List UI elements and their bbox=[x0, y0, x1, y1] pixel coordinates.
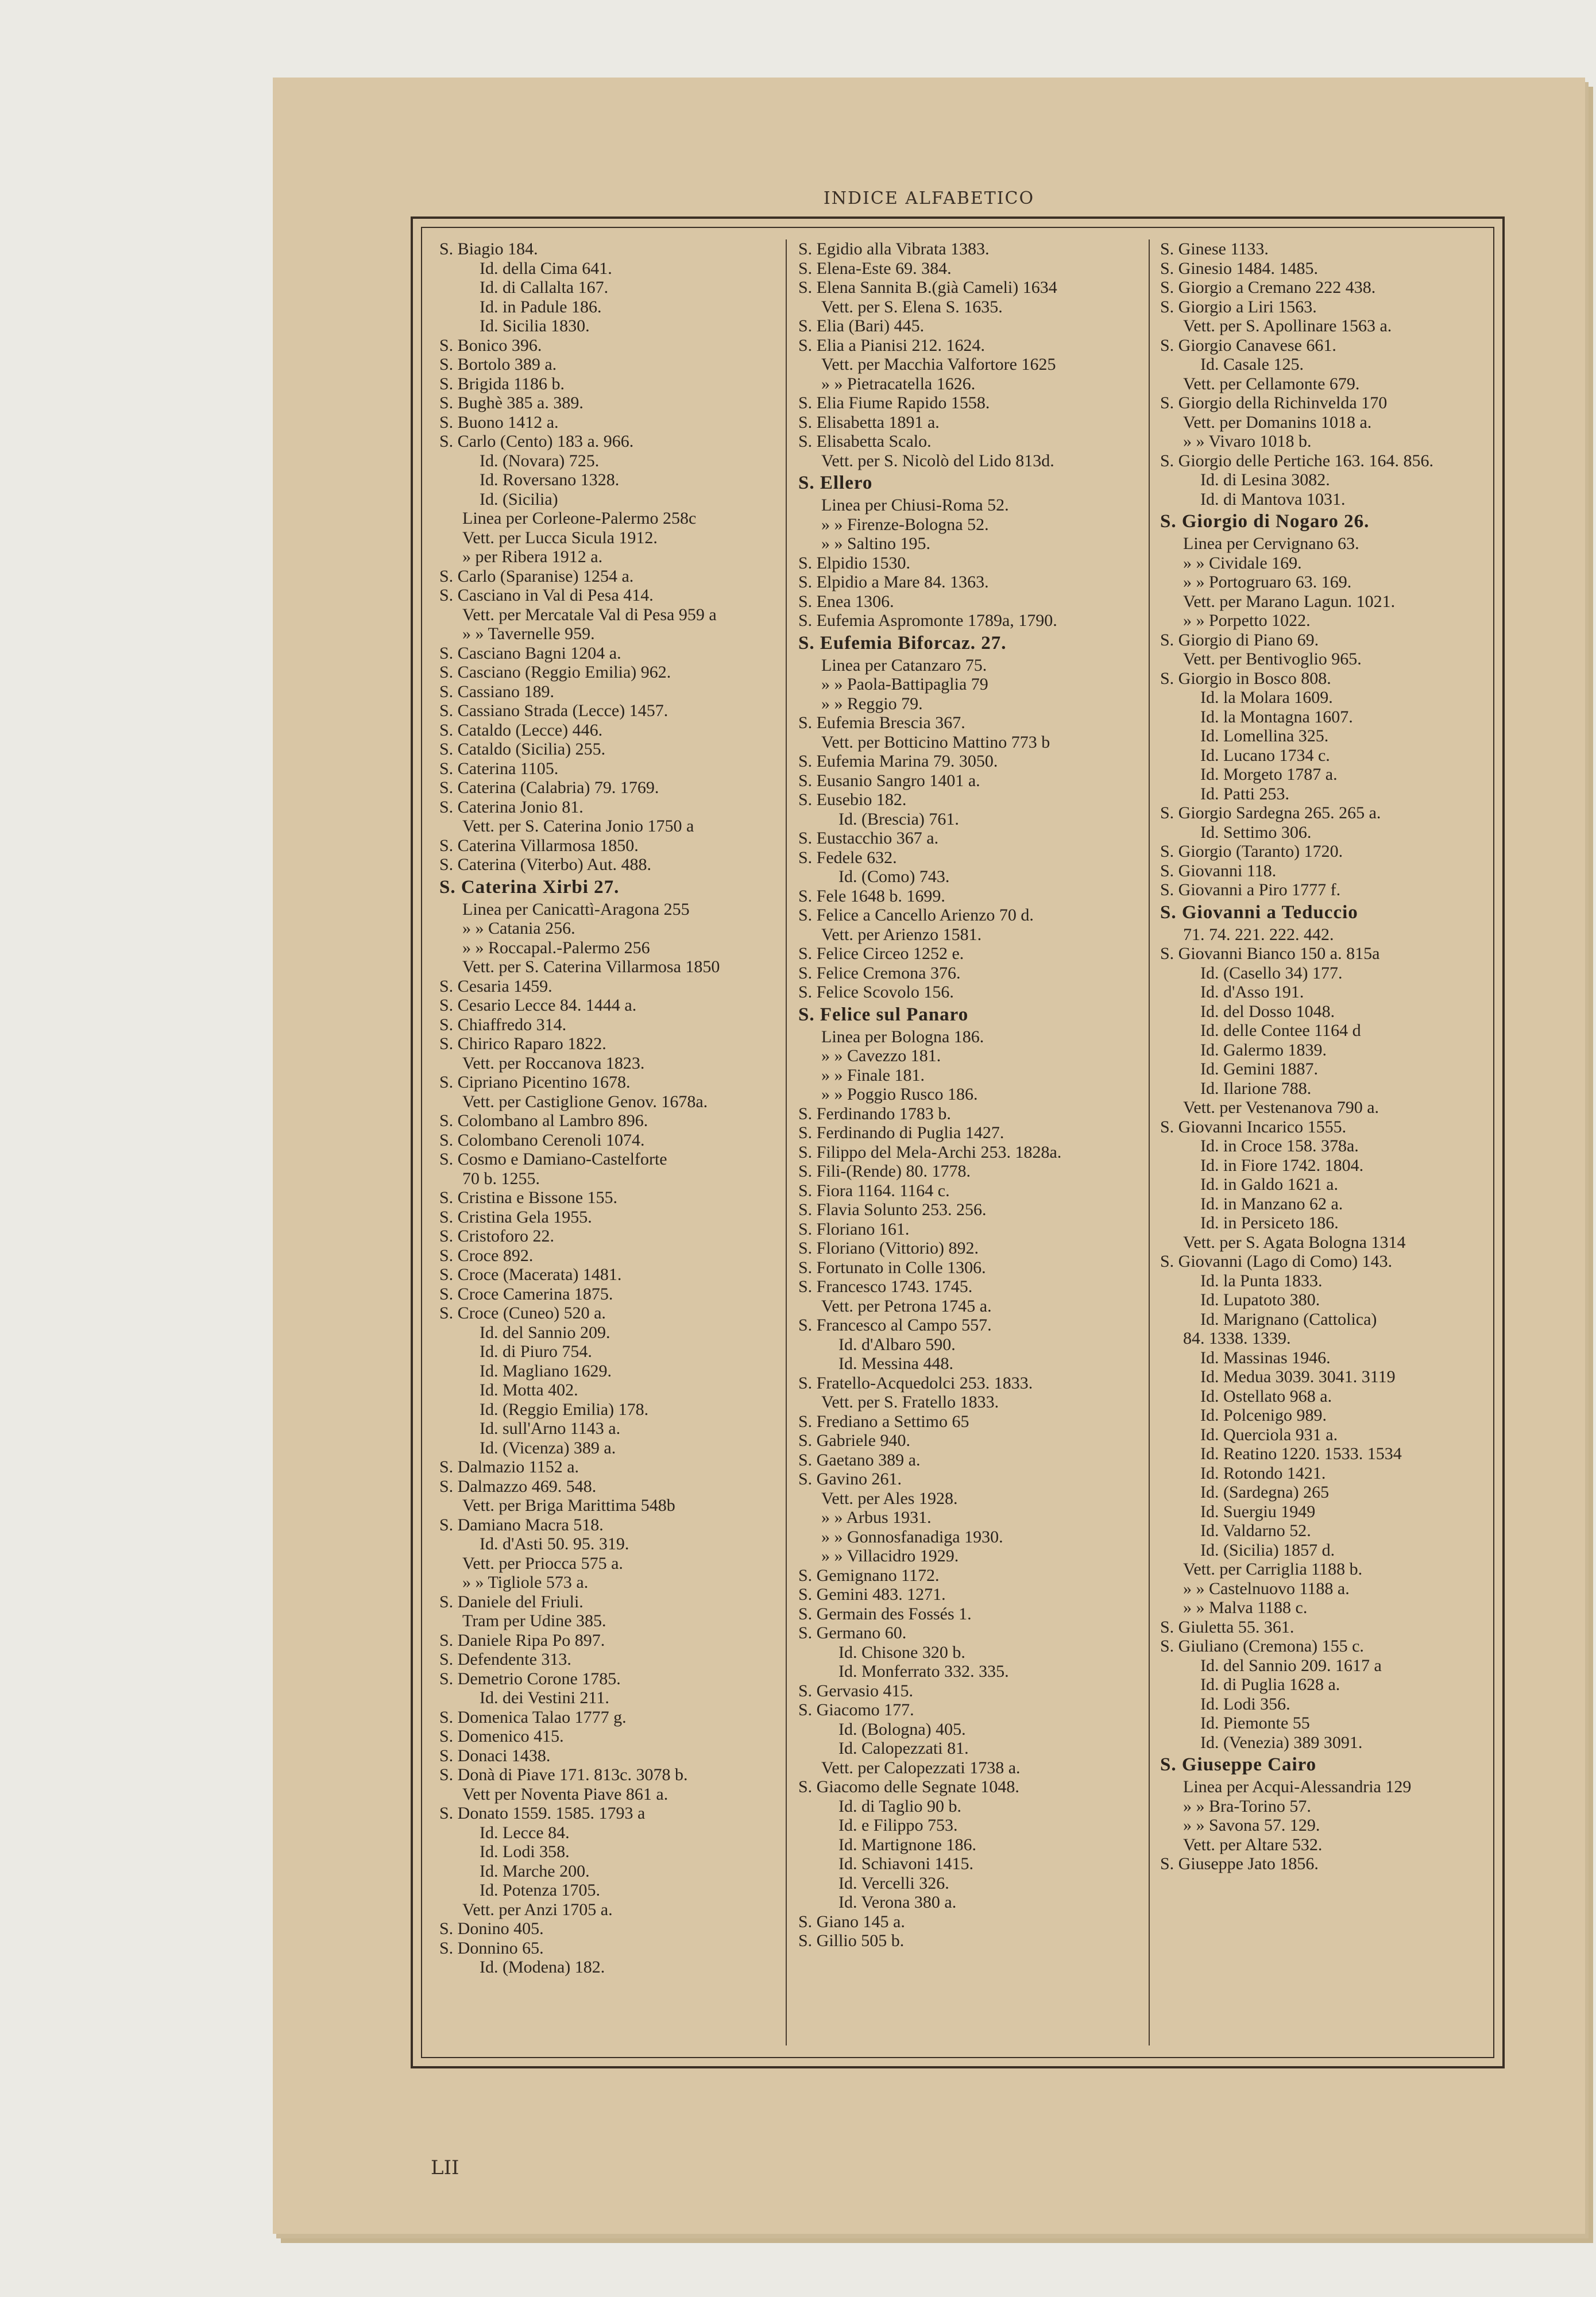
index-entry: S. Cosmo e Damiano-Castelforte bbox=[439, 1150, 667, 1169]
index-entry: Id. Ostellato 968 a. bbox=[1200, 1386, 1332, 1406]
index-entry: Id. (Brescia) 761. bbox=[838, 809, 959, 829]
index-entry: Id. Vercelli 326. bbox=[838, 1873, 949, 1893]
index-entry: S. Giacomo delle Segnate 1048. bbox=[798, 1777, 1019, 1796]
index-entry: Id. Marche 200. bbox=[480, 1861, 590, 1881]
index-entry: Id. del Sannio 209. bbox=[480, 1322, 610, 1342]
index-entry: Linea per Chiusi-Roma 52. bbox=[821, 496, 1009, 515]
index-entry: S. Cesaria 1459. bbox=[439, 976, 552, 996]
index-entry: S. Germano 60. bbox=[798, 1623, 907, 1642]
index-entry: Vett per Noventa Piave 861 a. bbox=[462, 1784, 668, 1804]
index-entry: Vett. per Botticino Mattino 773 b bbox=[821, 732, 1050, 752]
index-entry: S. Giuseppe Cairo bbox=[1160, 1754, 1317, 1775]
index-entry: S. Cataldo (Sicilia) 255. bbox=[439, 740, 606, 759]
index-entry: S. Elena-Este 69. 384. bbox=[798, 258, 952, 278]
index-entry: S. Demetrio Corone 1785. bbox=[439, 1669, 621, 1688]
index-entry: Id. Lodi 356. bbox=[1200, 1694, 1290, 1714]
index-entry: Id. Potenza 1705. bbox=[480, 1881, 600, 1900]
index-entry: » » Saltino 195. bbox=[821, 534, 931, 553]
index-entry: S. Gemini 483. 1271. bbox=[798, 1585, 946, 1604]
index-entry: S. Elpidio a Mare 84. 1363. bbox=[798, 573, 989, 591]
index-entry: S. Colombano Cerenoli 1074. bbox=[439, 1130, 645, 1150]
index-entry: S. Eufemia Aspromonte 1789a, 1790. bbox=[798, 611, 1057, 630]
index-entry: » » Tavernelle 959. bbox=[462, 624, 595, 643]
index-entry: Id. Morgeto 1787 a. bbox=[1200, 765, 1338, 784]
index-entry: S. Ellero bbox=[798, 473, 873, 493]
index-entry: Vett. per Castiglione Genov. 1678a. bbox=[462, 1092, 708, 1111]
index-entry: S. Bughè 385 a. 389. bbox=[439, 393, 583, 412]
index-entry: Id. Calopezzati 81. bbox=[838, 1739, 969, 1758]
index-entry: Id. Lodi 358. bbox=[480, 1842, 570, 1861]
index-entry: S. Cataldo (Lecce) 446. bbox=[439, 720, 603, 740]
index-entry: Id. Settimo 306. bbox=[1200, 822, 1312, 842]
index-entry: S. Giorgio delle Pertiche 163. 164. 856. bbox=[1160, 451, 1434, 470]
index-entry: Id. in Galdo 1621 a. bbox=[1200, 1175, 1338, 1194]
index-entry: S. Egidio alla Vibrata 1383. bbox=[798, 239, 990, 258]
index-column-3 bbox=[1160, 239, 1499, 2045]
index-entry: S. Giorgio a Cremano 222 438. bbox=[1160, 278, 1376, 297]
index-entry: S. Biagio 184. bbox=[439, 239, 538, 258]
index-entry: Id. Martignone 186. bbox=[838, 1835, 976, 1854]
book-page bbox=[273, 78, 1585, 2234]
index-entry: Id. Gemini 1887. bbox=[1200, 1059, 1318, 1078]
index-entry: Id. di Mantova 1031. bbox=[1200, 489, 1346, 509]
index-entry: S. Caterina Jonio 81. bbox=[439, 797, 583, 817]
index-entry: S. Dalmazio 1152 a. bbox=[439, 1457, 579, 1476]
index-entry: S. Eufemia Biforcaz. 27. bbox=[798, 632, 1007, 653]
index-entry: S. Fratello-Acquedolci 253. 1833. bbox=[798, 1373, 1033, 1393]
index-entry: S. Fedele 632. bbox=[798, 848, 897, 867]
index-entry: Vett. per Mercatale Val di Pesa 959 a bbox=[462, 605, 717, 624]
index-entry: S. Giorgio (Taranto) 1720. bbox=[1160, 842, 1343, 861]
index-entry: S. Giovanni Bianco 150 a. 815a bbox=[1160, 944, 1380, 963]
index-entry: Id. e Filippo 753. bbox=[838, 1816, 958, 1835]
index-entry: » » Savona 57. 129. bbox=[1183, 1816, 1320, 1835]
index-entry: Id. Medua 3039. 3041. 3119 bbox=[1200, 1367, 1396, 1386]
index-entry: Id. la Molara 1609. bbox=[1200, 688, 1333, 707]
index-entry: Id. sull'Arno 1143 a. bbox=[480, 1419, 621, 1438]
index-entry: Id. Lecce 84. bbox=[480, 1823, 570, 1842]
index-entry: S. Cristina Gela 1955. bbox=[439, 1207, 592, 1227]
index-entry: Vett. per S. Caterina Jonio 1750 a bbox=[462, 817, 694, 836]
index-entry: Id. della Cima 641. bbox=[480, 258, 612, 278]
index-entry: » » Finale 181. bbox=[821, 1065, 925, 1085]
page-header: INDICE ALFABETICO bbox=[823, 188, 1035, 208]
index-entry: S. Giorgio della Richinvelda 170 bbox=[1160, 393, 1388, 412]
index-entry: Id. di Piuro 754. bbox=[480, 1342, 592, 1361]
index-frame bbox=[411, 216, 1505, 2068]
index-column-2 bbox=[798, 239, 1143, 2045]
index-entry: S. Felice Circeo 1252 e. bbox=[798, 944, 964, 963]
index-entry: S. Floriano 161. bbox=[798, 1219, 910, 1239]
index-entry: » per Ribera 1912 a. bbox=[462, 547, 603, 566]
index-entry: » » Cividale 169. bbox=[1183, 553, 1302, 573]
index-entry: S. Caterina 1105. bbox=[439, 759, 559, 778]
index-entry: S. Flavia Solunto 253. 256. bbox=[798, 1200, 987, 1219]
index-entry: S. Elena Sannita B.(già Cameli) 1634 bbox=[798, 278, 1057, 297]
index-entry: Vett. per Roccanova 1823. bbox=[462, 1053, 645, 1073]
index-entry: » » Paola-Battipaglia 79 bbox=[821, 675, 988, 694]
index-entry: Vett. per S. Elena S. 1635. bbox=[821, 297, 1003, 316]
index-entry: » » Vivaro 1018 b. bbox=[1183, 432, 1312, 451]
index-entry: S. Donà di Piave 171. 813c. 3078 b. bbox=[439, 1765, 688, 1784]
index-entry: S. Caterina (Calabria) 79. 1769. bbox=[439, 778, 659, 797]
index-entry: Id. di Lesina 3082. bbox=[1200, 470, 1330, 489]
index-entry: S. Gillio 505 b. bbox=[798, 1931, 905, 1950]
index-entry: S. Felice Scovolo 156. bbox=[798, 983, 954, 1001]
index-entry: Vett. per Macchia Valfortore 1625 bbox=[821, 355, 1056, 374]
index-entry: S. Francesco al Campo 557. bbox=[798, 1316, 992, 1335]
index-entry: Id. Ilarione 788. bbox=[1200, 1078, 1312, 1098]
index-entry: Id. (Vicenza) 389 a. bbox=[480, 1438, 616, 1457]
index-entry: S. Floriano (Vittorio) 892. bbox=[798, 1239, 979, 1258]
index-entry: » » Porpetto 1022. bbox=[1183, 611, 1311, 630]
index-entry: S. Giovanni a Piro 1777 f. bbox=[1160, 880, 1341, 899]
index-entry: Vett. per Arienzo 1581. bbox=[821, 925, 982, 944]
index-entry: S. Fele 1648 b. 1699. bbox=[798, 886, 945, 906]
index-entry: S. Gaetano 389 a. bbox=[798, 1450, 921, 1470]
index-entry: S. Domenica Talao 1777 g. bbox=[439, 1707, 627, 1727]
index-entry: Id. (Sardegna) 265 bbox=[1200, 1483, 1330, 1502]
index-entry: S. Casciano Bagni 1204 a. bbox=[439, 643, 621, 663]
index-entry: S. Brigida 1186 b. bbox=[439, 374, 565, 393]
index-entry: Id. Rotondo 1421. bbox=[1200, 1463, 1326, 1483]
index-entry: S. Giacomo 177. bbox=[798, 1700, 914, 1719]
index-entry: S. Casciano (Reggio Emilia) 962. bbox=[439, 663, 671, 682]
index-entry: S. Eustacchio 367 a. bbox=[798, 829, 939, 848]
index-entry: Id. di Callalta 167. bbox=[480, 278, 609, 297]
index-entry: S. Frediano a Settimo 65 bbox=[798, 1412, 969, 1431]
index-entry: Vett. per Ales 1928. bbox=[821, 1488, 958, 1508]
index-entry: S. Felice sul Panaro bbox=[798, 1004, 969, 1025]
index-entry: 84. 1338. 1339. bbox=[1183, 1329, 1291, 1348]
index-entry: S. Chirico Raparo 1822. bbox=[439, 1034, 606, 1053]
index-entry: Id. (Reggio Emilia) 178. bbox=[480, 1399, 649, 1419]
index-entry: » » Roccapal.-Palermo 256 bbox=[462, 938, 650, 957]
index-entry: Id. (Sicilia) bbox=[480, 489, 558, 509]
index-entry: » » Pietracatella 1626. bbox=[821, 374, 976, 393]
index-entry: Id. Patti 253. bbox=[1200, 784, 1289, 803]
index-entry: Id. Marignano (Cattolica) bbox=[1200, 1309, 1377, 1329]
index-entry: S. Fortunato in Colle 1306. bbox=[798, 1258, 986, 1277]
index-entry: S. Cassiano 189. bbox=[439, 682, 555, 701]
index-entry: Id. (Novara) 725. bbox=[480, 451, 600, 470]
index-entry: S. Giorgio Canavese 661. bbox=[1160, 335, 1336, 355]
index-entry: Linea per Acqui-Alessandria 129 bbox=[1183, 1777, 1412, 1796]
index-entry: » » Firenze-Bologna 52. bbox=[821, 515, 989, 534]
index-entry: S. Giovanni Incarico 1555. bbox=[1160, 1117, 1347, 1136]
index-entry: Linea per Catanzaro 75. bbox=[821, 655, 987, 675]
index-entry: S. Elia Fiume Rapido 1558. bbox=[798, 393, 990, 412]
index-entry: Id. di Puglia 1628 a. bbox=[1200, 1675, 1340, 1694]
index-column-1 bbox=[439, 239, 775, 2045]
index-entry: Id. in Manzano 62 a. bbox=[1200, 1194, 1343, 1213]
index-entry: Id. in Persiceto 186. bbox=[1200, 1213, 1339, 1232]
index-entry: Vett. per S. Fratello 1833. bbox=[821, 1393, 999, 1412]
index-entry: » » Gonnosfanadiga 1930. bbox=[821, 1527, 1003, 1546]
index-entry: S. Cristoforo 22. bbox=[439, 1227, 555, 1246]
index-entry: S. Damiano Macra 518. bbox=[439, 1515, 604, 1534]
index-entry: S. Caterina (Viterbo) Aut. 488. bbox=[439, 855, 651, 874]
index-entry: S. Giuletta 55. 361. bbox=[1160, 1617, 1294, 1637]
index-entry: S. Giovanni 118. bbox=[1160, 861, 1277, 880]
index-entry: S. Fiora 1164. 1164 c. bbox=[798, 1181, 950, 1200]
index-entry: S. Donino 405. bbox=[439, 1919, 544, 1938]
index-entry: Id. Lomellina 325. bbox=[1200, 726, 1329, 745]
index-entry: Vett. per S. Apollinare 1563 a. bbox=[1183, 316, 1392, 335]
index-entry: S. Gavino 261. bbox=[798, 1470, 902, 1488]
index-entry: Vett. per Marano Lagun. 1021. bbox=[1183, 591, 1396, 611]
index-entry: S. Elia a Pianisi 212. 1624. bbox=[798, 335, 985, 355]
index-entry: Id. la Montagna 1607. bbox=[1200, 707, 1353, 726]
index-entry: » » Tigliole 573 a. bbox=[462, 1573, 589, 1592]
column-divider bbox=[786, 239, 787, 2045]
index-entry: Id. d'Albaro 590. bbox=[838, 1335, 956, 1354]
index-entry: Linea per Canicattì-Aragona 255 bbox=[462, 899, 690, 919]
index-entry: Id. Massinas 1946. bbox=[1200, 1348, 1331, 1367]
index-entry: Id. in Padule 186. bbox=[480, 297, 602, 316]
index-entry: S. Eusebio 182. bbox=[798, 790, 907, 809]
index-entry: Vett. per Calopezzati 1738 a. bbox=[821, 1758, 1021, 1777]
index-entry: S. Defendente 313. bbox=[439, 1650, 571, 1669]
index-entry: S. Giorgio a Liri 1563. bbox=[1160, 297, 1317, 316]
index-entry: S. Giuseppe Jato 1856. bbox=[1160, 1854, 1319, 1873]
index-entry: S. Giovanni (Lago di Como) 143. bbox=[1160, 1252, 1393, 1271]
index-entry: Id. (Bologna) 405. bbox=[838, 1719, 966, 1739]
index-entry: S. Enea 1306. bbox=[798, 591, 894, 611]
index-entry: Id. d'Asso 191. bbox=[1200, 983, 1304, 1001]
index-entry: Id. d'Asti 50. 95. 319. bbox=[480, 1534, 629, 1553]
index-entry: S. Fili-(Rende) 80. 1778. bbox=[798, 1162, 971, 1181]
index-entry: Vett. per Carriglia 1188 b. bbox=[1183, 1560, 1363, 1579]
index-entry: Id. Sicilia 1830. bbox=[480, 316, 590, 335]
index-frame-inner bbox=[421, 227, 1494, 2058]
index-entry: Id. Galermo 1839. bbox=[1200, 1040, 1327, 1059]
index-entry: » » Poggio Rusco 186. bbox=[821, 1085, 978, 1104]
index-entry: » » Reggio 79. bbox=[821, 694, 923, 713]
index-entry: Linea per Bologna 186. bbox=[821, 1027, 984, 1046]
index-entry: S. Carlo (Cento) 183 a. 966. bbox=[439, 432, 634, 451]
index-entry: S. Croce 892. bbox=[439, 1246, 534, 1265]
index-entry: » » Catania 256. bbox=[462, 919, 575, 938]
index-entry: Id. Roversano 1328. bbox=[480, 470, 620, 489]
index-entry: » » Arbus 1931. bbox=[821, 1508, 932, 1527]
index-entry: » » Cavezzo 181. bbox=[821, 1046, 941, 1065]
index-entry: S. Domenico 415. bbox=[439, 1727, 564, 1746]
index-entry: Id. delle Contee 1164 d bbox=[1200, 1021, 1361, 1040]
index-entry: S. Eufemia Brescia 367. bbox=[798, 713, 965, 732]
index-entry: S. Ginese 1133. bbox=[1160, 239, 1269, 258]
index-entry: S. Ginesio 1484. 1485. bbox=[1160, 258, 1319, 278]
index-entry: S. Elpidio 1530. bbox=[798, 553, 911, 573]
index-entry: Id. Reatino 1220. 1533. 1534 bbox=[1200, 1444, 1402, 1463]
index-entry: S. Donaci 1438. bbox=[439, 1746, 551, 1765]
index-entry: Id. di Taglio 90 b. bbox=[838, 1796, 961, 1816]
index-entry: S. Bonico 396. bbox=[439, 335, 542, 355]
index-entry: S. Eufemia Marina 79. 3050. bbox=[798, 752, 998, 771]
index-entry: S. Giovanni a Teduccio bbox=[1160, 902, 1358, 923]
index-entry: S. Germain des Fossés 1. bbox=[798, 1604, 972, 1623]
index-entry: Vett. per Lucca Sicula 1912. bbox=[462, 528, 658, 547]
index-entry: Id. Casale 125. bbox=[1200, 355, 1304, 374]
index-entry: Vett. per Cellamonte 679. bbox=[1183, 374, 1360, 393]
index-entry: » » Castelnuovo 1188 a. bbox=[1183, 1579, 1350, 1598]
index-entry: S. Caterina Xirbi 27. bbox=[439, 876, 620, 898]
index-entry: Id. Suergiu 1949 bbox=[1200, 1502, 1316, 1521]
index-entry: Vett. per Anzi 1705 a. bbox=[462, 1900, 613, 1919]
index-entry: S. Gemignano 1172. bbox=[798, 1565, 940, 1585]
index-entry: S. Giorgio in Bosco 808. bbox=[1160, 668, 1331, 688]
index-entry: S. Buono 1412 a. bbox=[439, 412, 559, 432]
index-entry: Id. (Como) 743. bbox=[838, 867, 950, 886]
index-entry: Id. (Modena) 182. bbox=[480, 1958, 605, 1977]
index-entry: S. Colombano al Lambro 896. bbox=[439, 1111, 648, 1130]
index-entry: S. Cassiano Strada (Lecce) 1457. bbox=[439, 701, 668, 720]
index-entry: S. Croce (Cuneo) 520 a. bbox=[439, 1304, 606, 1322]
index-entry: Vett. per Bentivoglio 965. bbox=[1183, 649, 1362, 668]
index-entry: Id. Chisone 320 b. bbox=[838, 1642, 965, 1662]
index-entry: S. Filippo del Mela-Archi 253. 1828a. bbox=[798, 1142, 1062, 1162]
index-entry: S. Felice Cremona 376. bbox=[798, 963, 961, 983]
index-entry: Id. Magliano 1629. bbox=[480, 1361, 612, 1380]
index-entry: S. Cristina e Bissone 155. bbox=[439, 1188, 618, 1207]
index-entry: Linea per Cervignano 63. bbox=[1183, 534, 1359, 553]
index-entry: Linea per Corleone-Palermo 258c bbox=[462, 509, 697, 528]
index-entry: S. Caterina Villarmosa 1850. bbox=[439, 836, 639, 855]
index-entry: S. Carlo (Sparanise) 1254 a. bbox=[439, 566, 634, 586]
index-entry: S. Chiaffredo 314. bbox=[439, 1015, 567, 1034]
index-entry: » » Villacidro 1929. bbox=[821, 1546, 959, 1565]
index-entry: S. Gabriele 940. bbox=[798, 1431, 910, 1450]
index-entry: Vett. per S. Nicolò del Lido 813d. bbox=[821, 451, 1054, 470]
index-entry: S. Francesco 1743. 1745. bbox=[798, 1277, 973, 1296]
index-entry: Id. Piemonte 55 bbox=[1200, 1714, 1310, 1733]
index-entry: » » Portogruaro 63. 169. bbox=[1183, 573, 1352, 591]
index-entry: S. Giorgio di Piano 69. bbox=[1160, 630, 1319, 649]
index-entry: Id. Valdarno 52. bbox=[1200, 1521, 1311, 1540]
index-entry: Vett. per S. Caterina Villarmosa 1850 bbox=[462, 957, 720, 976]
index-entry: Vett. per Priocca 575 a. bbox=[462, 1553, 623, 1573]
index-entry: » » Bra-Torino 57. bbox=[1183, 1796, 1311, 1816]
index-entry: S. Elia (Bari) 445. bbox=[798, 316, 925, 335]
index-entry: S. Donato 1559. 1585. 1793 a bbox=[439, 1804, 646, 1823]
index-entry: S. Giorgio di Nogaro 26. bbox=[1160, 511, 1370, 532]
index-entry: S. Gervasio 415. bbox=[798, 1681, 913, 1700]
index-entry: Vett. per Petrona 1745 a. bbox=[821, 1296, 992, 1316]
index-entry: Id. Schiavoni 1415. bbox=[838, 1854, 973, 1873]
index-entry: » » Malva 1188 c. bbox=[1183, 1598, 1308, 1617]
index-entry: Id. Verona 380 a. bbox=[838, 1893, 957, 1912]
index-entry: Tram per Udine 385. bbox=[462, 1611, 606, 1630]
index-entry: S. Donnino 65. bbox=[439, 1938, 544, 1958]
index-entry: S. Giano 145 a. bbox=[798, 1912, 905, 1931]
index-entry: S. Felice a Cancello Arienzo 70 d. bbox=[798, 906, 1034, 925]
index-entry: Vett. per Vestenanova 790 a. bbox=[1183, 1098, 1379, 1117]
index-entry: S. Bortolo 389 a. bbox=[439, 355, 557, 374]
index-entry: S. Croce Camerina 1875. bbox=[439, 1284, 613, 1304]
index-entry: Id. Motta 402. bbox=[480, 1380, 578, 1399]
index-entry: Id. Lucano 1734 c. bbox=[1200, 745, 1330, 765]
column-divider bbox=[1149, 239, 1150, 2045]
index-entry: S. Ferdinando di Puglia 1427. bbox=[798, 1123, 1004, 1142]
index-entry: Id. la Punta 1833. bbox=[1200, 1271, 1323, 1290]
index-entry: Id. (Casello 34) 177. bbox=[1200, 963, 1343, 983]
index-entry: Id. in Fiore 1742. 1804. bbox=[1200, 1155, 1364, 1175]
index-entry: S. Giuliano (Cremona) 155 c. bbox=[1160, 1637, 1364, 1656]
index-entry: S. Cesario Lecce 84. 1444 a. bbox=[439, 996, 637, 1015]
index-entry: S. Daniele Ripa Po 897. bbox=[439, 1630, 605, 1650]
index-entry: S. Elisabetta 1891 a. bbox=[798, 412, 940, 432]
index-entry: S. Ferdinando 1783 b. bbox=[798, 1104, 951, 1123]
index-entry: 70 b. 1255. bbox=[462, 1169, 540, 1188]
index-entry: S. Giorgio Sardegna 265. 265 a. bbox=[1160, 803, 1381, 822]
index-entry: S. Daniele del Friuli. bbox=[439, 1592, 583, 1611]
page-number: LII bbox=[431, 2156, 459, 2179]
index-entry: Vett. per Briga Marittima 548b bbox=[462, 1496, 675, 1515]
index-entry: Id. dei Vestini 211. bbox=[480, 1688, 609, 1707]
index-entry: S. Cipriano Picentino 1678. bbox=[439, 1073, 631, 1092]
index-entry: Id. (Venezia) 389 3091. bbox=[1200, 1733, 1363, 1752]
index-entry: S. Croce (Macerata) 1481. bbox=[439, 1265, 622, 1284]
index-entry: Id. del Dosso 1048. bbox=[1200, 1001, 1335, 1021]
index-entry: Vett. per Domanins 1018 a. bbox=[1183, 412, 1372, 432]
index-entry: Id. Monferrato 332. 335. bbox=[838, 1662, 1009, 1681]
index-entry: S. Eusanio Sangro 1401 a. bbox=[798, 771, 980, 790]
index-entry: S. Dalmazzo 469. 548. bbox=[439, 1476, 597, 1496]
index-entry: Id. Lupatoto 380. bbox=[1200, 1290, 1320, 1309]
index-entry: Vett. per Altare 532. bbox=[1183, 1835, 1323, 1854]
index-entry: Id. Querciola 931 a. bbox=[1200, 1425, 1338, 1444]
index-entry: Id. Polcenigo 989. bbox=[1200, 1406, 1327, 1425]
index-entry: Vett. per S. Agata Bologna 1314 bbox=[1183, 1232, 1406, 1252]
index-entry: Id. Messina 448. bbox=[838, 1354, 953, 1373]
index-entry: Id. in Croce 158. 378a. bbox=[1200, 1136, 1359, 1155]
index-entry: 71. 74. 221. 222. 442. bbox=[1183, 925, 1334, 944]
index-entry: Id. del Sannio 209. 1617 a bbox=[1200, 1656, 1382, 1675]
index-entry: S. Elisabetta Scalo. bbox=[798, 432, 932, 451]
index-entry: Id. (Sicilia) 1857 d. bbox=[1200, 1540, 1335, 1560]
index-entry: S. Casciano in Val di Pesa 414. bbox=[439, 586, 654, 605]
